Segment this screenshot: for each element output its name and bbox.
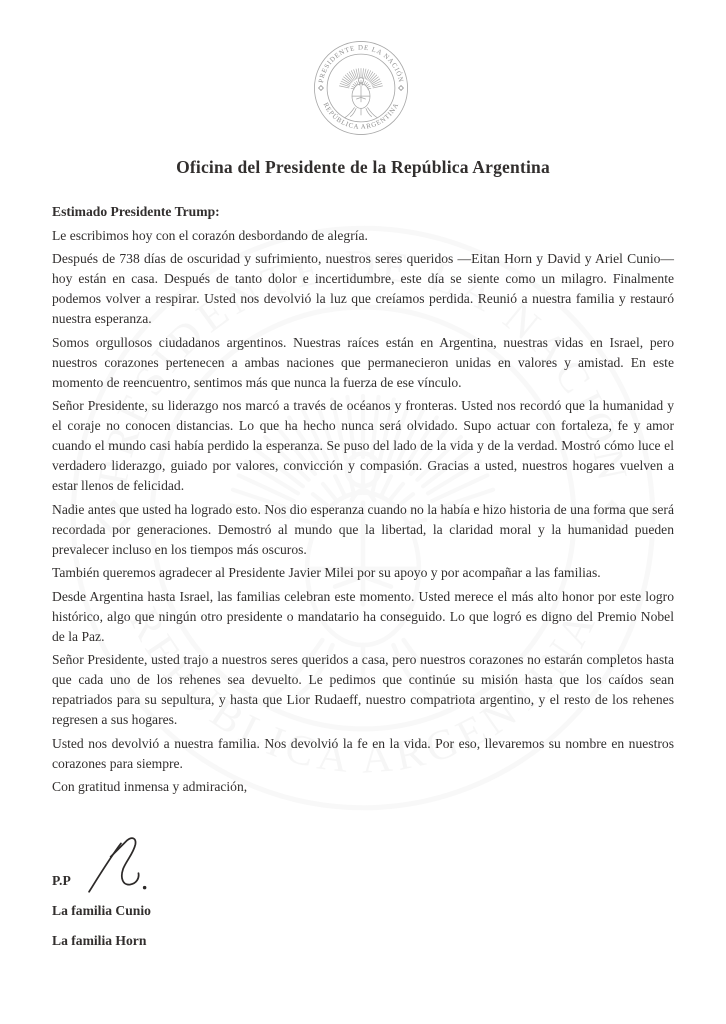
- letter-paragraph: Nadie antes que usted ha logrado esto. Nos dio esperanza cuando no la había e hizo historia de una forma que será recordada por generaciones. Demostró al mundo que la libertad, la claridad moral y la humanidad pueden prevalecer incluso en los tiempos más oscuros.: [52, 501, 674, 557]
- signature-block: [52, 833, 372, 993]
- handwritten-signature-icon: [86, 834, 158, 896]
- signer-name: La familia Cunio: [52, 903, 151, 918]
- letter-paragraph: Somos orgullosos ciudadanos argentinos. Nuestras raíces están en Argentina, nuestras vidas en Israel, pero nuestros corazones pertenecen a ambas naciones que permanecieron unidas en valores y amistad. En este momento de reencuentro, sentimos más que nunca la fuerza de ese vínculo.: [52, 334, 674, 390]
- signer-name: La familia Horn: [52, 933, 147, 948]
- letter-paragraph: Le escribimos hoy con el corazón desbordando de alegría.: [52, 227, 368, 243]
- letter-paragraph: Señor Presidente, usted trajo a nuestros seres queridos a casa, pero nuestros corazones no estarán completos hasta que cada uno de los rehenes sea devuelto. Le pedimos que continúe su misión hasta que los caídos sean repatriados para su sepultura, y hasta que Lior Rudaeff, nuestro compatriota argentino, y el resto de los rehenes regresen a sus hogares.: [52, 652, 674, 727]
- letter-paragraph: También queremos agradecer al Presidente Javier Milei por su apoyo y por acompañar a las familias.: [52, 565, 601, 580]
- presidential-seal-icon: [312, 39, 410, 137]
- letter-closing: Con gratitud inmensa y admiración,: [52, 779, 248, 794]
- letter-body: [52, 202, 674, 801]
- pp-label: P.P: [52, 873, 71, 888]
- letter-paragraph: Después de 738 días de oscuridad y sufrimiento, nuestros seres queridos —Eitan Horn y David y Ariel Cunio— hoy están en casa. Después de tanto dolor e incertidumbre, este día se siente como un milagro. Finalmente podemos volver a respirar. Usted nos devolvió la luz que creíamos perdida. Reunió a nuestra familia y restauró nuestra esperanza.: [52, 251, 674, 326]
- letter-paragraph: Desde Argentina hasta Israel, las familias celebran este momento. Usted merece el más alto honor por este logro histórico, algo que ningún otro presidente o mandatario ha conseguido. Lo que logró es digno del Premio Nobel de la Paz.: [52, 588, 674, 644]
- page-title: Oficina del Presidente de la República Argentina: [176, 157, 550, 177]
- letter-greeting: Estimado Presidente Trump:: [52, 204, 220, 219]
- letter-paragraph: Usted nos devolvió a nuestra familia. Nos devolvió la fe en la vida. Por eso, llevaremos su nombre en nuestros corazones para siempre.: [52, 735, 674, 771]
- letter-paragraph: Señor Presidente, su liderazgo nos marcó a través de océanos y fronteras. Usted nos recordó que la humanidad y el coraje no conocen distancias. Lo que ha hecho nunca será olvidado. Supo actuar con fortaleza, fe y amor cuando el mundo casi había perdido la esperanza. Se puso del lado de la vida y de la verdad. Mostró cómo luce el verdadero liderazgo, guiado por valores, convicción y compasión. Gracias a usted, nuestros hogares vuelven a estar llenos de felicidad.: [52, 398, 674, 493]
